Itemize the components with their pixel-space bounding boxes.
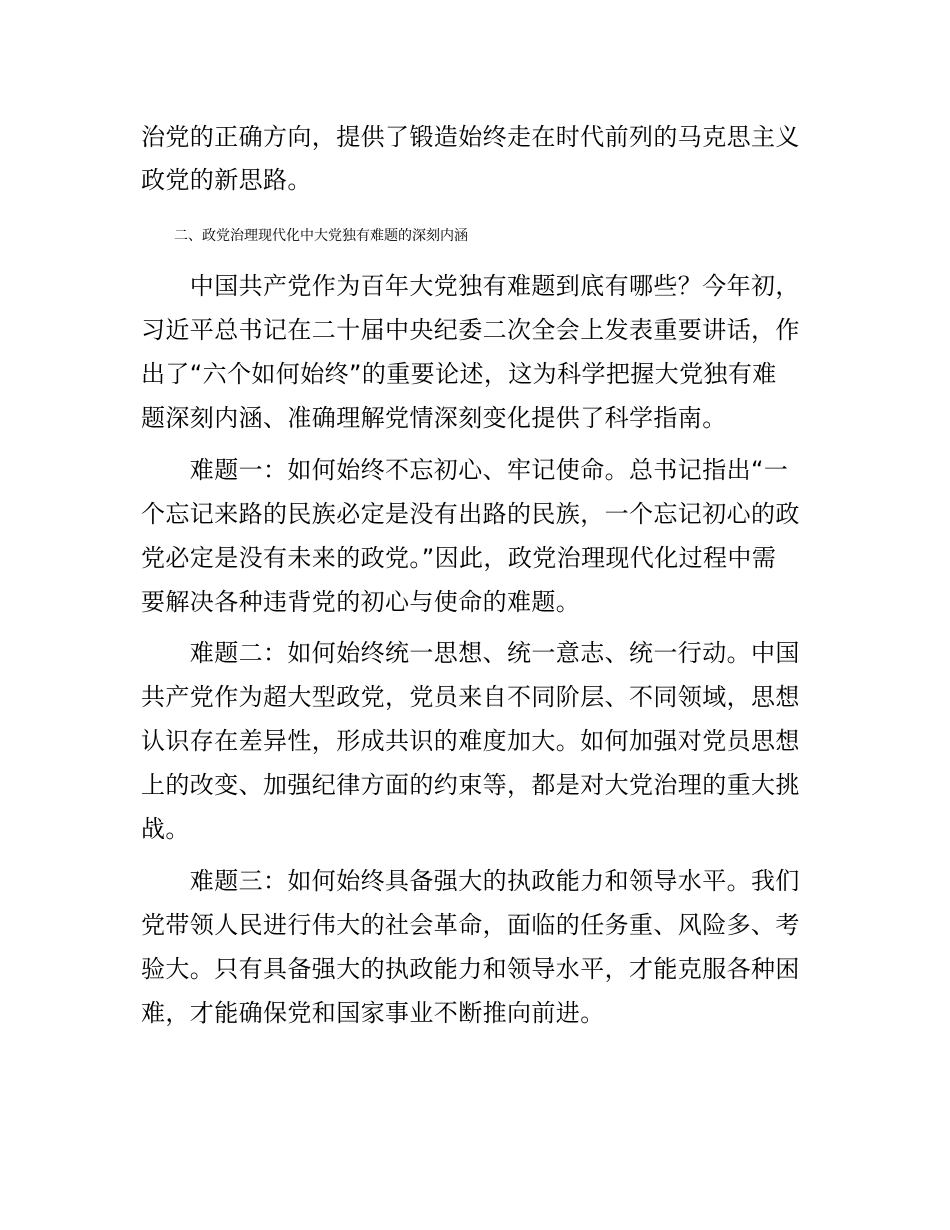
paragraph-1-line-1: 中国共产党作为百年大党独有难题到底有哪些？今年初， — [141, 272, 800, 300]
intro-line-1: 治党的正确方向，提供了锻造始终走在时代前列的马克思主义 — [141, 123, 800, 151]
paragraph-2-line-4: 要解决各种违背党的初心与使命的难题。 — [141, 588, 581, 616]
section-heading: 二、政党治理现代化中大党独有难题的深刻内涵 — [174, 228, 468, 244]
paragraph-1-line-3: 出了“六个如何始终”的重要论述，这为科学把握大党独有难 — [141, 360, 777, 388]
intro-line-2: 政党的新思路。 — [141, 166, 312, 194]
paragraph-4-line-1: 难题三：如何始终具备强大的执政能力和领导水平。我们 — [141, 867, 800, 895]
paragraph-3-line-2: 共产党作为超大型政党，党员来自不同阶层、不同领域，思想 — [141, 683, 800, 711]
paragraph-4-line-3: 验大。只有具备强大的执政能力和领导水平，才能克服各种困 — [141, 955, 800, 983]
paragraph-4-line-4: 难，才能确保党和国家事业不断推向前进。 — [141, 999, 605, 1027]
paragraph-2-line-2: 个忘记来路的民族必定是没有出路的民族，一个忘记初心的政 — [141, 500, 800, 528]
paragraph-2-line-1: 难题一：如何始终不忘初心、牢记使命。总书记指出“一 — [141, 456, 789, 484]
paragraph-4-line-2: 党带领人民进行伟大的社会革命，面临的任务重、风险多、考 — [141, 911, 800, 939]
paragraph-2-line-3: 党必定是没有未来的政党。”因此，政党治理现代化过程中需 — [141, 544, 777, 572]
paragraph-3-line-3: 认识存在差异性，形成共识的难度加大。如何加强对党员思想 — [141, 727, 800, 755]
paragraph-3-line-1: 难题二：如何始终统一思想、统一意志、统一行动。中国 — [141, 639, 800, 667]
paragraph-1-line-4: 题深刻内涵、准确理解党情深刻变化提供了科学指南。 — [141, 404, 727, 432]
paragraph-3-line-4: 上的改变、加强纪律方面的约束等，都是对大党治理的重大挑 — [141, 771, 800, 799]
paragraph-1-line-2: 习近平总书记在二十届中央纪委二次全会上发表重要讲话，作 — [141, 316, 800, 344]
paragraph-3-line-5: 战。 — [141, 815, 190, 843]
